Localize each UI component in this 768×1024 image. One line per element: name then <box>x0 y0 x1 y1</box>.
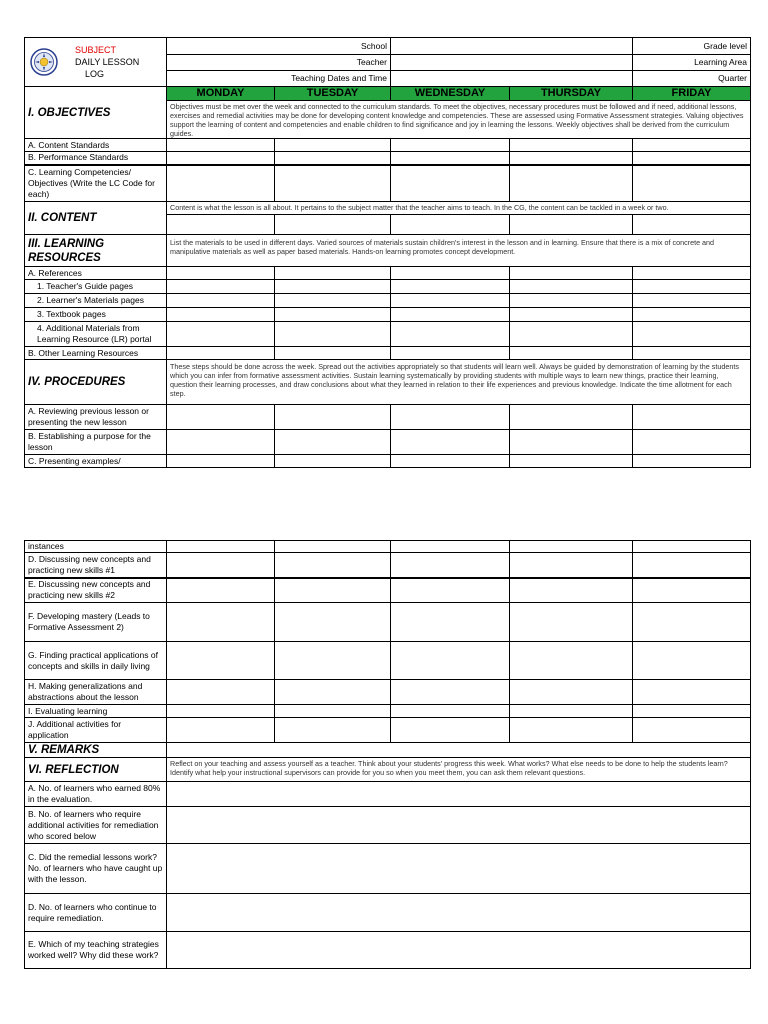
cell[interactable] <box>510 430 633 455</box>
subject-label: SUBJECT <box>75 45 117 55</box>
cell[interactable] <box>391 430 510 455</box>
proc-e-label: E. Discussing new concepts and practicing new skills #2 <box>25 578 167 603</box>
references-label: A. References <box>25 267 167 280</box>
proc-h-label: H. Making generalizations and abstractions about the lesson <box>25 680 167 705</box>
cell[interactable] <box>275 642 391 680</box>
cell[interactable] <box>167 322 275 347</box>
proc-g-label: G. Finding practical applications of concepts and skills in daily living <box>25 642 167 680</box>
cell[interactable] <box>275 603 391 642</box>
cell[interactable] <box>510 680 633 705</box>
cell[interactable] <box>167 165 275 202</box>
performance-standards-label: B. Performance Standards <box>25 152 167 165</box>
cell[interactable] <box>275 680 391 705</box>
proc-i-label: I. Evaluating learning <box>25 705 167 718</box>
cell[interactable] <box>275 455 391 468</box>
cell[interactable] <box>633 642 751 680</box>
cell[interactable] <box>275 267 391 280</box>
cell[interactable] <box>275 578 391 603</box>
cell[interactable] <box>391 280 510 294</box>
cell[interactable] <box>391 165 510 202</box>
cell[interactable] <box>275 215 391 235</box>
cell[interactable] <box>391 455 510 468</box>
cell[interactable] <box>167 578 275 603</box>
cell[interactable] <box>510 267 633 280</box>
cell[interactable] <box>510 322 633 347</box>
cell[interactable] <box>510 541 633 553</box>
learners-materials-label: 2. Learner's Materials pages <box>25 294 167 308</box>
remarks-heading: V. REMARKS <box>25 743 167 758</box>
cell[interactable] <box>167 603 275 642</box>
cell[interactable] <box>167 553 275 578</box>
learning-area-label: Learning Area <box>633 55 751 71</box>
cell[interactable] <box>275 322 391 347</box>
cell[interactable] <box>633 347 751 360</box>
refl-e-field[interactable] <box>167 932 751 969</box>
cell[interactable] <box>167 267 275 280</box>
textbook-pages-label: 3. Textbook pages <box>25 308 167 322</box>
grade-level-label: Grade level <box>633 38 751 55</box>
cell[interactable] <box>391 152 510 165</box>
school-label: School <box>167 38 391 55</box>
other-resources-label: B. Other Learning Resources <box>25 347 167 360</box>
teacher-label: Teacher <box>167 55 391 71</box>
cell[interactable] <box>633 294 751 308</box>
refl-a-field[interactable] <box>167 782 751 807</box>
cell[interactable] <box>391 553 510 578</box>
cell[interactable] <box>510 308 633 322</box>
cell[interactable] <box>633 165 751 202</box>
cell[interactable] <box>633 705 751 718</box>
cell[interactable] <box>275 430 391 455</box>
proc-c-label: C. Presenting examples/ <box>25 455 167 468</box>
lesson-log-page-1 <box>24 37 751 468</box>
dates-label: Teaching Dates and Time <box>167 71 391 87</box>
refl-d-field[interactable] <box>167 894 751 932</box>
cell[interactable] <box>275 280 391 294</box>
content-description: Content is what the lesson is all about. It pertains to the subject matter that the teacher aims to teach. In the CG, the content can be tackled in a week or two. <box>167 202 751 215</box>
cell[interactable] <box>167 152 275 165</box>
cell[interactable] <box>167 541 275 553</box>
reflection-heading: VI. REFLECTION <box>25 758 167 782</box>
cell[interactable] <box>510 455 633 468</box>
cell[interactable] <box>167 215 275 235</box>
cell[interactable] <box>275 347 391 360</box>
refl-b-field[interactable] <box>167 807 751 844</box>
cell[interactable] <box>391 642 510 680</box>
objectives-heading: I. OBJECTIVES <box>25 87 167 139</box>
cell[interactable] <box>391 347 510 360</box>
cell[interactable] <box>633 152 751 165</box>
cell[interactable] <box>275 541 391 553</box>
cell[interactable] <box>391 541 510 553</box>
cell[interactable] <box>167 347 275 360</box>
cell[interactable] <box>510 165 633 202</box>
remarks-field[interactable] <box>167 743 751 758</box>
content-standards-label: A. Content Standards <box>25 139 167 152</box>
lesson-log-page-2 <box>24 540 751 969</box>
cell[interactable] <box>167 455 275 468</box>
learning-competencies-label: C. Learning Competencies/ Objectives (Write the LC Code for each) <box>25 165 167 202</box>
cell[interactable] <box>167 294 275 308</box>
refl-d-label: D. No. of learners who continue to require remediation. <box>25 894 167 932</box>
cell[interactable] <box>275 405 391 430</box>
cell[interactable] <box>167 405 275 430</box>
day-header-thursday: THURSDAY <box>510 87 633 101</box>
cell[interactable] <box>510 139 633 152</box>
cell[interactable] <box>167 280 275 294</box>
refl-e-label: E. Which of my teaching strategies worked well? Why did these work? <box>25 932 167 969</box>
cell[interactable] <box>510 718 633 743</box>
cell[interactable] <box>633 308 751 322</box>
cell[interactable] <box>633 139 751 152</box>
quarter-label: Quarter <box>633 71 751 87</box>
teachers-guide-label: 1. Teacher's Guide pages <box>25 280 167 294</box>
daily-lesson-label: DAILY LESSON <box>75 57 140 67</box>
cell[interactable] <box>167 308 275 322</box>
cell[interactable] <box>167 139 275 152</box>
cell[interactable] <box>391 267 510 280</box>
cell[interactable] <box>391 718 510 743</box>
deped-seal-icon <box>30 48 58 76</box>
cell[interactable] <box>510 347 633 360</box>
cell[interactable] <box>633 405 751 430</box>
procedures-heading: IV. PROCEDURES <box>25 360 167 405</box>
school-field[interactable] <box>391 38 633 55</box>
proc-a-label: A. Reviewing previous lesson or presenting the new lesson <box>25 405 167 430</box>
cell[interactable] <box>275 294 391 308</box>
cell[interactable] <box>510 642 633 680</box>
cell[interactable] <box>167 680 275 705</box>
cell[interactable] <box>391 705 510 718</box>
day-header-friday: FRIDAY <box>633 87 751 101</box>
teacher-field[interactable] <box>391 55 633 71</box>
cell[interactable] <box>391 578 510 603</box>
cell[interactable] <box>167 718 275 743</box>
cell[interactable] <box>275 152 391 165</box>
cell[interactable] <box>633 280 751 294</box>
cell[interactable] <box>510 152 633 165</box>
log-label: LOG <box>85 69 105 79</box>
cell[interactable] <box>633 455 751 468</box>
proc-j-label: J. Additional activities for application <box>25 718 167 743</box>
proc-b-label: B. Establishing a purpose for the lesson <box>25 430 167 455</box>
cell[interactable] <box>633 267 751 280</box>
cell[interactable] <box>633 553 751 578</box>
cell[interactable] <box>633 718 751 743</box>
cell[interactable] <box>275 308 391 322</box>
cell[interactable] <box>510 603 633 642</box>
cell[interactable] <box>633 680 751 705</box>
lr-portal-label: 4. Additional Materials from Learning Resource (LR) portal <box>25 322 167 347</box>
reflection-description: Reflect on your teaching and assess yourself as a teacher. Think about your students' progress this week. What works? What else needs to be done to help the students learn? Identify what help your instructional supervisors can provide for you so when you meet them, you can ask them relevant questions. <box>167 758 751 782</box>
dates-field[interactable] <box>391 71 633 87</box>
cell[interactable] <box>633 541 751 553</box>
refl-a-label: A. No. of learners who earned 80% in the evaluation. <box>25 782 167 807</box>
cell[interactable] <box>633 322 751 347</box>
cell[interactable] <box>633 215 751 235</box>
learning-resources-heading: III. LEARNING RESOURCES <box>25 235 167 267</box>
day-header-tuesday: TUESDAY <box>275 87 391 101</box>
cell[interactable] <box>167 705 275 718</box>
cell[interactable] <box>275 165 391 202</box>
day-header-monday: MONDAY <box>167 87 275 101</box>
cell[interactable] <box>633 578 751 603</box>
cell[interactable] <box>167 642 275 680</box>
cell[interactable] <box>275 553 391 578</box>
refl-c-field[interactable] <box>167 844 751 894</box>
cell[interactable] <box>510 294 633 308</box>
cell[interactable] <box>391 680 510 705</box>
day-header-wednesday: WEDNESDAY <box>391 87 510 101</box>
cell[interactable] <box>510 705 633 718</box>
cell[interactable] <box>510 280 633 294</box>
cell[interactable] <box>391 322 510 347</box>
refl-c-label: C. Did the remedial lessons work? No. of learners who have caught up with the lesson. <box>25 844 167 894</box>
cell[interactable] <box>633 603 751 642</box>
cell[interactable] <box>510 215 633 235</box>
cell[interactable] <box>275 705 391 718</box>
cell[interactable] <box>633 430 751 455</box>
cell[interactable] <box>510 405 633 430</box>
resources-description: List the materials to be used in different days. Varied sources of materials sustain children's interest in the lesson and in learning. Ensure that there is a mix of concrete and manipulative materials as well as paper based materials. Hands-on learning promotes concept development. <box>167 235 751 267</box>
proc-f-label: F. Developing mastery (Leads to Formative Assessment 2) <box>25 603 167 642</box>
refl-b-label: B. No. of learners who require additional activities for remediation who scored below <box>25 807 167 844</box>
cell[interactable] <box>167 430 275 455</box>
cell[interactable] <box>391 215 510 235</box>
cell[interactable] <box>391 139 510 152</box>
cell[interactable] <box>275 139 391 152</box>
cell[interactable] <box>391 308 510 322</box>
proc-c-continued-label: instances <box>25 541 167 553</box>
cell[interactable] <box>391 294 510 308</box>
proc-d-label: D. Discussing new concepts and practicing new skills #1 <box>25 553 167 578</box>
cell[interactable] <box>275 718 391 743</box>
cell[interactable] <box>510 578 633 603</box>
procedures-description: These steps should be done across the week. Spread out the activities appropriately so that students will learn well. Always be guided by demonstration of learning by the students which you can infer from formative assessment activities. Sustain learning systematically by providing students with multiple ways to learn new things, practice their learning, question their learning processes, and draw conclusions about what they learned in relation to their life experiences and previous knowledge. Indicate the time allotment for each step. <box>167 360 751 405</box>
header-logo-cell <box>25 38 167 87</box>
content-heading: II. CONTENT <box>25 202 167 235</box>
objectives-description: Objectives must be met over the week and connected to the curriculum standards. To meet the objectives, necessary procedures must be followed and if need, additional lessons, exercises and remedial activities may be done for developing content knowledge and competencies. These are assessed using Formative Assessment strategies. Valuing objectives support the learning of content and competencies and enable children to find significance and joy in learning the lessons. Weekly objectives shall be derived from the curriculum guides. <box>167 101 751 139</box>
cell[interactable] <box>510 553 633 578</box>
cell[interactable] <box>391 603 510 642</box>
cell[interactable] <box>391 405 510 430</box>
